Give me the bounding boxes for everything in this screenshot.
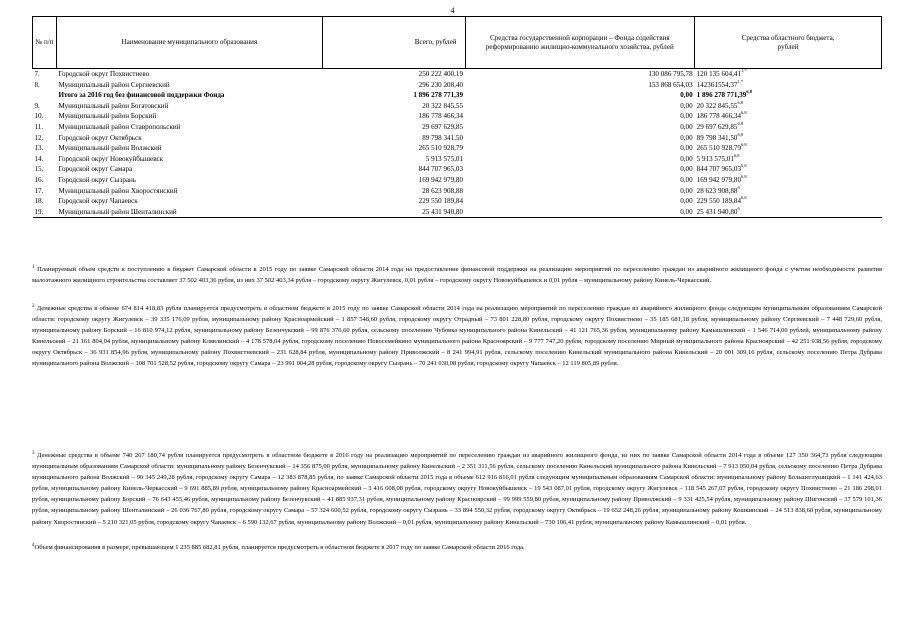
row-number	[33, 143, 57, 154]
row-number-text: 13.	[34, 144, 44, 153]
row-fund	[465, 69, 695, 80]
row-oblast-note: 1,*	[741, 68, 747, 73]
row-oblast-text: 1 896 278 771,39	[696, 91, 747, 100]
row-total-text: 29 697 629,85	[422, 122, 464, 131]
row-total-text: 28 623 908,88	[422, 186, 464, 195]
row-oblast-note: 6,8	[741, 110, 747, 116]
row-name	[56, 164, 322, 175]
row-name	[56, 196, 322, 207]
footnote-mark: 1	[32, 265, 35, 270]
row-fund-text: 0,00	[680, 101, 693, 110]
row-oblast-note: 6,8	[741, 163, 747, 169]
footnote-3	[32, 450, 882, 528]
footnote-text: Объем финансирования в размере, превышающем 1 235 885 682,81 рубля, планируется предусмотреть в областном бюджете в 2017 году по заявке Самарской области 2016 года.	[34, 544, 525, 551]
table-row	[33, 164, 882, 175]
table-row	[33, 133, 882, 144]
row-fund-text: 0,00	[680, 207, 693, 216]
row-name-text: Городской округ Сызрань	[58, 175, 137, 184]
row-oblast-text: 5 913 575,01	[696, 154, 734, 163]
table-row	[33, 186, 882, 197]
row-total-text: 20 322 845,55	[422, 101, 464, 110]
footnote-text: Денежные средства в объеме 740 267 180,74 рубля планируется предусмотреть в областном бюджете в 2016 году на реализацию мероприятий по переселению граждан из аварийного жилищного фонда, из них по заявке Самарской области 2014 года в объеме 127 350 364,73 рубля следующим муниципальным образованиям Самарской области: муниципальному району Безенчукский – 14 356 875,00 рубля, муниципальному району Кинельский – 2 351 311,56 рубля, сельскому поселению Кинельский муниципального района Кинельский – 7 913 050,04 рубля, сельскому поселению Петра Дубрава муниципального района Волжский – 90 345 249,28 рубля, городскому округу Самара – 12 383 878,85 рубля, по заявке Самарской области 2015 года в объеме 612 916 816,01 рубля следующим муниципальным образованиям Самарской области: муниципальному району Большеглушицкий – 1 141 424,63 рубля, муниципальному району Кинель-Черкасский – 9 691 885,89 рубля, муниципальному району Красноармейский – 3 416 608,08 рубля, городскому округу Новокуйбышевск – 19 543 087,01 рубля, городскому округу Жигулевск – 118 545 267,07 рубля, городскому округу Похвистнево – 21 186 298,01 рубля, муниципальному району Борский – 76 643 455,46 рубля, муниципальному району Безенчукский – 41 885 937,31 рубля, муниципальному району Красноярский – 99 999 559,80 рубля, муниципальному району Приволжский – 9 331 425,54 рубля, муниципальному району Шигонский – 37 579 101,36 рубля, муниципальному району Шенталинский – 26 036 767,80 рубля, городскому округу Самара – 57 324 600,52 рубля, городскому округу Сызрань – 33 894 550,32 рубля, городскому округу Октябрьск – 19 652 248,26 рубля, муниципальному району Кошкинский – 24 513 838,60 рубля, муниципальному району Хворостянский – 5 210 321,05 рубля, городскому округу Чапаевск – 6 590 132,67 рубля, муниципальному району Волжский – 0,01 рубля, муниципальному району Кинельский – 730 106,41 рубля, муниципальному району Камышлинский – 0,01 рубля.	[32, 452, 883, 526]
row-total	[322, 164, 465, 175]
row-number-text: 19.	[34, 207, 44, 216]
row-name-text: Муниципальный район Ставропольский	[58, 122, 181, 131]
row-oblast-note: 6,8	[737, 99, 744, 105]
row-number	[33, 122, 57, 133]
row-fund	[465, 101, 695, 112]
row-fund	[465, 175, 695, 186]
table-row	[33, 175, 882, 186]
row-oblast	[695, 69, 882, 80]
row-total-text: 89 798 341,50	[422, 133, 464, 142]
row-name	[56, 122, 322, 133]
row-oblast	[695, 196, 882, 207]
row-fund-text: 0,00	[680, 144, 693, 153]
table-row	[33, 80, 882, 91]
row-fund	[465, 186, 695, 197]
row-name-text: Городской округ Новокуйбышевск	[58, 154, 164, 163]
row-oblast-text: 25 431 940,80	[696, 207, 738, 216]
header-no: № п/п	[33, 17, 57, 69]
row-number	[33, 80, 57, 91]
row-name-text: Городской округ Октябрьск	[58, 133, 142, 142]
row-fund	[465, 122, 695, 133]
row-name	[56, 69, 322, 80]
row-total-text: 1 896 278 771,39	[413, 91, 464, 100]
footnote-mark: 3	[32, 451, 35, 456]
row-number-text: 15.	[34, 165, 44, 174]
row-number-text: 18.	[34, 197, 44, 206]
footnote-4	[32, 542, 882, 553]
footnote-text: Планируемый объем средств к поступлению в бюджет Самарской области в 2015 году по заявке Самарской области 2014 года на предоставление финансовой поддержки на реализацию мероприятий по переселению граждан из аварийного жилищного фонда с учетом необходимости развития малоэтажного жилищного строительства составляет 37 502 403,36 рубля, из них 37 502 403,34 рубля – городскому округу Жигулевск, 0,01 рубля – городскому округу Новокуйбышевск и 0,01 рубля – муниципальному району Кинель-Черкасский.	[32, 266, 882, 285]
row-number-text: 10.	[34, 112, 44, 121]
row-fund-text: 0,00	[680, 112, 693, 121]
row-total-text: 296 230 208,40	[418, 80, 464, 89]
row-oblast	[695, 133, 882, 144]
row-fund-text: 0,00	[680, 154, 693, 163]
row-number-text: 9.	[34, 101, 40, 110]
row-number	[33, 111, 57, 122]
row-number	[33, 164, 57, 175]
row-oblast-note: 1,*	[737, 78, 744, 84]
row-total	[322, 133, 465, 144]
row-fund	[465, 207, 695, 218]
row-oblast-note: 6,8	[741, 142, 747, 148]
row-number	[33, 175, 57, 186]
row-fund	[465, 154, 695, 165]
row-name-text: Городской округ Чапаевск	[58, 197, 138, 206]
row-name	[56, 175, 322, 186]
row-oblast	[695, 101, 882, 112]
row-total	[322, 111, 465, 122]
row-fund-text: 130 086 795,78	[648, 70, 693, 78]
row-total-text: 265 510 928,79	[418, 144, 464, 153]
row-oblast-text: 844 707 965,03	[696, 165, 741, 174]
row-total-text: 186 778 466,34	[418, 112, 464, 121]
table-header-row	[33, 17, 882, 69]
row-number-text: 7.	[34, 70, 40, 78]
row-name	[56, 101, 322, 112]
row-name	[56, 80, 322, 91]
row-number-text: 17.	[34, 186, 44, 195]
row-name	[56, 143, 322, 154]
row-total	[322, 80, 465, 91]
row-oblast	[695, 122, 882, 133]
row-oblast-text: 265 510 928,79	[696, 144, 741, 153]
row-total	[322, 196, 465, 207]
header-oblast: Средства областного бюджета, рублей	[695, 17, 882, 69]
row-total-text: 5 913 575,01	[425, 154, 464, 163]
row-total-text: 844 707 965,03	[418, 165, 464, 174]
row-oblast	[695, 90, 882, 101]
row-name	[56, 207, 322, 218]
page-number: 4	[450, 6, 455, 15]
row-fund	[465, 164, 695, 175]
row-total	[322, 101, 465, 112]
row-total-text: 229 550 189,84	[418, 197, 464, 206]
row-fund-text: 0,00	[680, 91, 693, 100]
row-oblast-note: 6	[737, 184, 740, 190]
row-oblast-note: 6,8	[741, 195, 747, 201]
row-name-text: Городской округ Похвистнево	[58, 70, 150, 78]
row-name-text: Муниципальный район Хворостянский	[58, 186, 178, 195]
row-number	[33, 90, 57, 101]
row-oblast	[695, 143, 882, 154]
row-oblast-text: 28 623 908,88	[696, 186, 738, 195]
table-total-row	[33, 90, 882, 101]
table-row	[33, 154, 882, 165]
row-fund-text: 153 868 654,03	[648, 80, 693, 89]
row-oblast-note: 6,8	[741, 173, 747, 179]
footnote-2	[32, 303, 882, 370]
row-name-text: Муниципальный район Борский	[58, 112, 157, 121]
row-total-text: 25 431 940,80	[422, 207, 464, 216]
row-name	[56, 90, 322, 101]
row-number-text: 12.	[34, 133, 44, 142]
row-oblast-text: 29 697 629,85	[696, 122, 738, 131]
row-name-text: Муниципальный район Шенталинский	[58, 207, 177, 216]
row-oblast	[695, 111, 882, 122]
row-total	[322, 122, 465, 133]
row-oblast	[695, 164, 882, 175]
row-fund-text: 0,00	[680, 133, 693, 142]
footnote-1	[32, 264, 882, 286]
header-total: Всего, рублей	[322, 17, 465, 69]
footnote-mark: 4	[32, 543, 35, 548]
row-name-text: Городской округ Самара	[58, 165, 133, 174]
table-row	[33, 69, 882, 80]
row-oblast-text: 20 322 845,55	[696, 101, 738, 110]
row-name-text: Итого за 2016 год без финансовой поддержки Фонда	[58, 91, 225, 100]
row-fund-text: 0,00	[680, 165, 693, 174]
row-total-text: 169 942 979,80	[418, 175, 464, 184]
row-total	[322, 186, 465, 197]
row-number	[33, 207, 57, 218]
row-fund-text: 0,00	[680, 175, 693, 184]
row-name-text: Муниципальный район Волжский	[58, 144, 162, 153]
row-fund	[465, 80, 695, 91]
row-oblast-note: 6,8	[737, 120, 744, 126]
row-name-text: Муниципальный район Богатовский	[58, 101, 169, 110]
header-name: Наименование муниципального образования	[56, 17, 322, 69]
row-fund	[465, 111, 695, 122]
row-fund-text: 0,00	[680, 186, 693, 195]
row-oblast-note: 6,8	[746, 89, 752, 95]
row-name	[56, 186, 322, 197]
row-oblast-note: 6	[737, 205, 740, 211]
row-number	[33, 101, 57, 112]
row-total	[322, 154, 465, 165]
row-name	[56, 154, 322, 165]
row-number-text: 16.	[34, 175, 44, 184]
row-number-text: 11.	[34, 122, 44, 131]
row-total	[322, 175, 465, 186]
row-fund-text: 0,00	[680, 122, 693, 131]
row-name	[56, 111, 322, 122]
row-oblast-text: 120 135 604,41	[696, 70, 741, 78]
table-row	[33, 196, 882, 207]
row-oblast-note: 6,8	[737, 131, 744, 137]
row-total-text: 250 222 400,19	[418, 70, 464, 78]
row-number	[33, 133, 57, 144]
row-oblast	[695, 175, 882, 186]
row-number-text: 14.	[34, 154, 44, 163]
row-oblast-text: 169 942 979,80	[696, 175, 741, 184]
row-name	[56, 133, 322, 144]
row-oblast	[695, 186, 882, 197]
row-oblast-text: 229 550 189,84	[696, 197, 741, 206]
row-fund	[465, 196, 695, 207]
row-number-text: 8.	[34, 80, 40, 89]
table-row	[33, 101, 882, 112]
row-total	[322, 207, 465, 218]
row-fund-text: 0,00	[680, 197, 693, 206]
table-row	[33, 143, 882, 154]
footnote-mark: 2	[32, 304, 35, 309]
row-number	[33, 69, 57, 80]
row-fund	[465, 90, 695, 101]
row-fund	[465, 133, 695, 144]
row-number	[33, 196, 57, 207]
footnote-text: Денежные средства в объеме 674 814 418,83 рубля планируется предусмотреть в областном бюджете в 2015 году по заявке Самарской области 2014 года на реализацию мероприятий по переселению граждан из аварийного жилищного фонда следующим муниципальным образованиям Самарской области: городскому округу Жигулевск – 39 335 176,09 рубля, муниципальному району Красноармейский – 1 857 548,60 рубля, городскому округу Отрадный – 73 801 228,80 рубля, городскому округу Похвистнево – 35 185 681,18 рубля, муниципальному району Сергиевский – 7 448 729,60 рубля, муниципальному району Борский – 16 810 974,12 рубля, муниципальному району Безенчукский – 99 876 376,60 рубля, сельскому поселению Чубовка муниципального района Кинельский – 41 121 765,36 рубля, муниципальному району Камышлинский – 1 546 714,00 рублей, муниципальному району Кинельский – 21 161 804,04 рубля, муниципальному району Клявлинский – 4 178 578,04 рубля, городскому поселению Новосемейкино муниципального района Красноярский – 9 777 747,20 рубля, городскому поселению Мирный муниципального района Красноярский – 42 251 938,56 рубля, городскому округу Октябрьск – 36 931 854,96 рубля, муниципальному району Похвистневский – 231 628,84 рубля, муниципальному району Приволжский – 8 241 994,91 рубля, сельскому поселению Кинельский муниципального района Кинельский – 20 001 309,16 рубля, сельскому поселению Петра Дубрава муниципального района Волжский – 108 701 528,52 рубля, городскому округу Самара – 23 991 004,28 рубля, городскому округу Сызрань – 70 241 030,08 рубля, городскому округу Чапаевск – 12 119 805,89 рубля.	[32, 305, 883, 368]
row-total	[322, 69, 465, 80]
header-fund: Средства государственной корпорации – Фонда содействия реформированию жилищно-коммунального хозяйства, рублей	[465, 17, 695, 69]
row-number	[33, 186, 57, 197]
row-name-text: Муниципальный район Сергиевский	[58, 80, 170, 89]
row-oblast	[695, 154, 882, 165]
row-oblast-text: 186 778 466,34	[696, 112, 741, 121]
table-row	[33, 122, 882, 133]
row-oblast	[695, 80, 882, 91]
row-oblast	[695, 207, 882, 218]
row-oblast-note: 6,8	[733, 152, 740, 158]
row-oblast-text: 142361554,37	[696, 80, 738, 89]
row-number	[33, 154, 57, 165]
row-total	[322, 143, 465, 154]
table-row	[33, 207, 882, 218]
row-oblast-text: 89 798 341,50	[696, 133, 738, 142]
table-row	[33, 111, 882, 122]
row-fund	[465, 143, 695, 154]
row-total	[322, 90, 465, 101]
funding-table	[32, 16, 882, 218]
